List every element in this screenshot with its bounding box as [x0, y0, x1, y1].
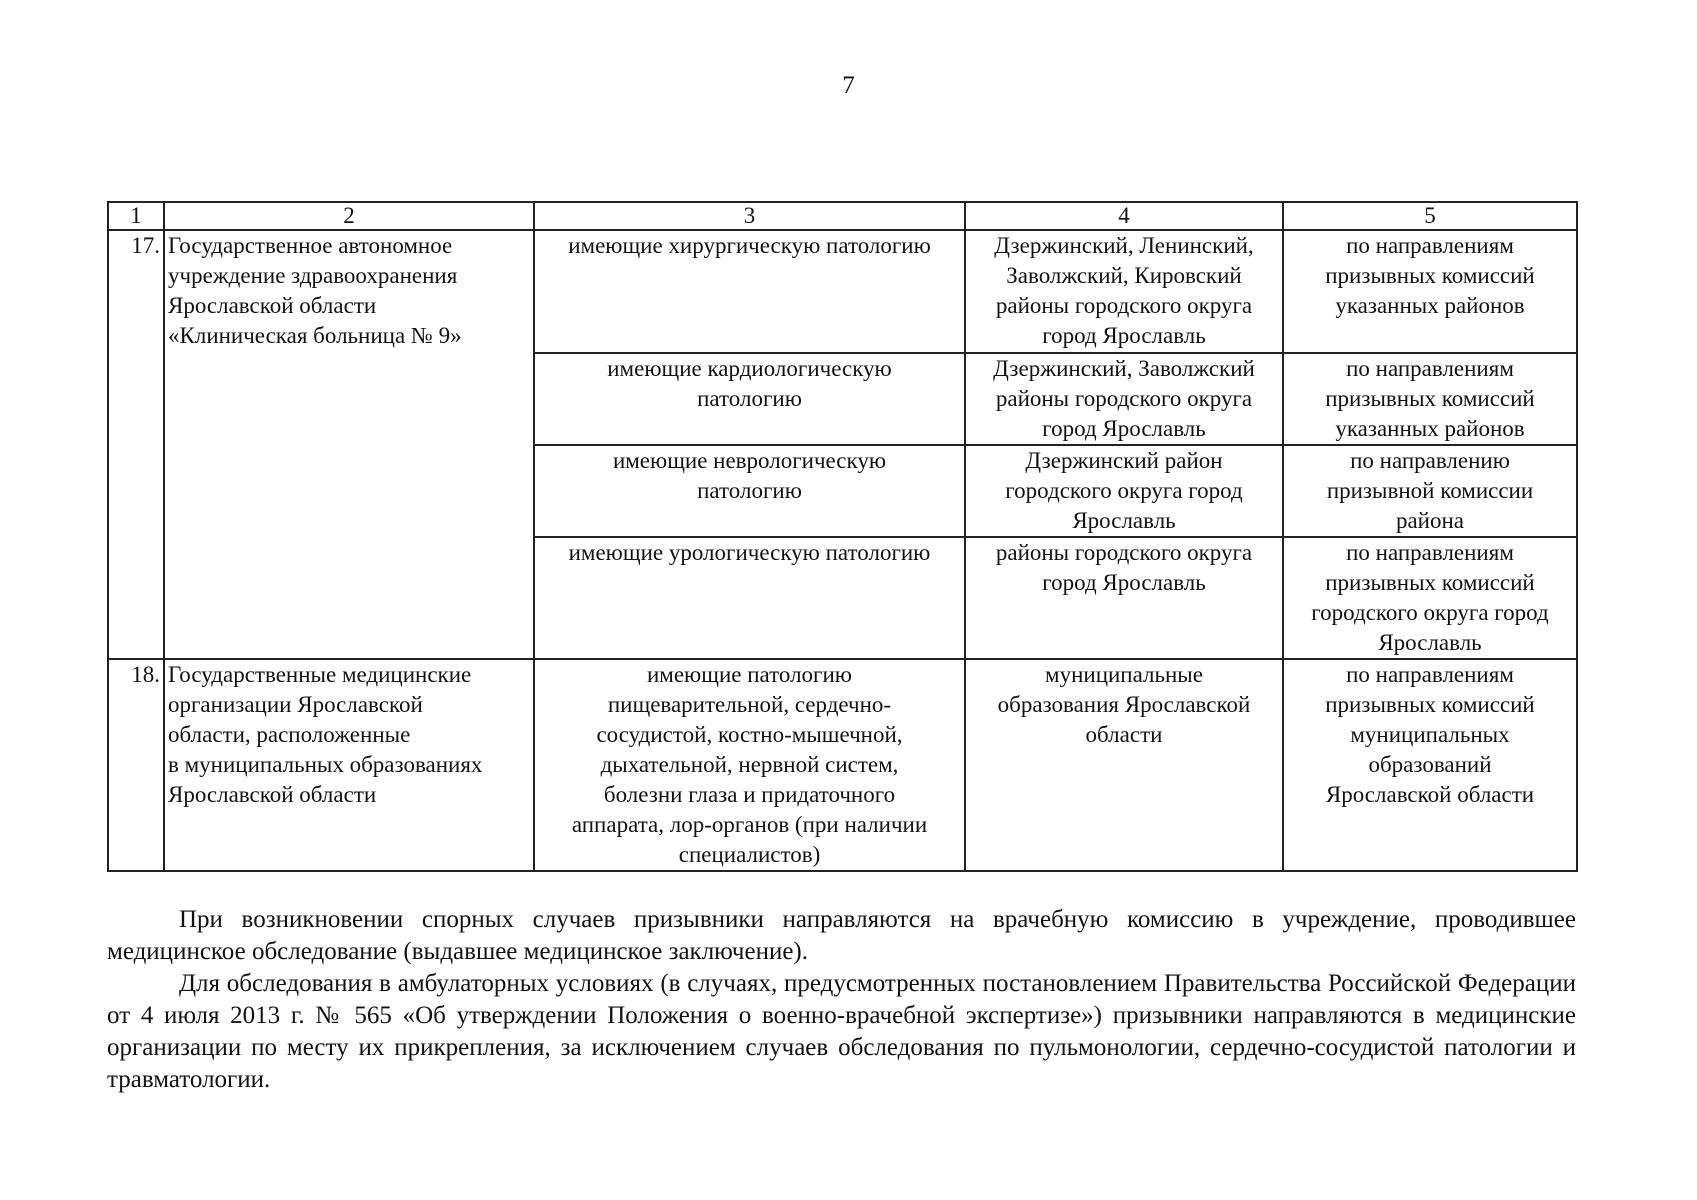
column-header: 3	[534, 202, 965, 230]
patient-category: имеющие патологию пищеварительной, сердечно- сосудистой, костно-мышечной, дыхательной, нервной систем, болезни глаза и придаточного аппарата, лор-органов (при наличии специалистов)	[534, 659, 965, 871]
patient-category: имеющие хирургическую патологию	[534, 230, 965, 353]
column-header: 2	[164, 202, 534, 230]
territory: Дзержинский район городского округа город Ярославль	[965, 445, 1283, 537]
referral-table	[107, 201, 1578, 872]
territory: муниципальные образования Ярославской области	[965, 659, 1283, 871]
entry-number: 18.	[108, 659, 164, 871]
page-number: 7	[842, 72, 855, 99]
referral-basis: по направлениям призывных комиссий указанных районов	[1283, 353, 1577, 445]
patient-category: имеющие неврологическую патологию	[534, 445, 965, 537]
patient-category: имеющие урологическую патологию	[534, 537, 965, 659]
paragraph: При возникновении спорных случаев призывники направляются на врачебную комиссию в учреждение, проводившее медицинское обследование (выдавшее медицинское заключение).	[107, 906, 1576, 965]
referral-basis: по направлениям призывных комиссий муниципальных образований Ярославской области	[1283, 659, 1577, 871]
column-header: 5	[1283, 202, 1577, 230]
table-header-row	[108, 202, 1577, 230]
referral-basis: по направлениям призывных комиссий городского округа город Ярославль	[1283, 537, 1577, 659]
territory: Дзержинский, Заволжский районы городского округа город Ярославль	[965, 353, 1283, 445]
table-row	[108, 230, 1577, 353]
organization-name: Государственные медицинские организации Ярославской области, расположенные в муниципальных образованиях Ярославской области	[164, 659, 534, 871]
territory: Дзержинский, Ленинский, Заволжский, Кировский районы городского округа город Ярославль	[965, 230, 1283, 353]
body-text	[107, 904, 1576, 1096]
territory: районы городского округа город Ярославль	[965, 537, 1283, 659]
table-row	[108, 659, 1577, 871]
column-header: 1	[108, 202, 164, 230]
column-header: 4	[965, 202, 1283, 230]
patient-category: имеющие кардиологическую патологию	[534, 353, 965, 445]
paragraph: Для обследования в амбулаторных условиях (в случаях, предусмотренных постановлением Правительства Российской Федерации от 4 июля 2013 г. № 565 «Об утверждении Положения о военно-врачебной экспертизе») призывники направляются в медицинские организации по месту их прикрепления, за исключением случаев обследования по пульмонологии, сердечно-сосудистой патологии и травматологии.	[107, 970, 1576, 1093]
organization-name: Государственное автономное учреждение здравоохранения Ярославской области «Клиническая больница № 9»	[164, 230, 534, 659]
referral-basis: по направлениям призывных комиссий указанных районов	[1283, 230, 1577, 353]
entry-number: 17.	[108, 230, 164, 659]
referral-basis: по направлению призывной комиссии района	[1283, 445, 1577, 537]
